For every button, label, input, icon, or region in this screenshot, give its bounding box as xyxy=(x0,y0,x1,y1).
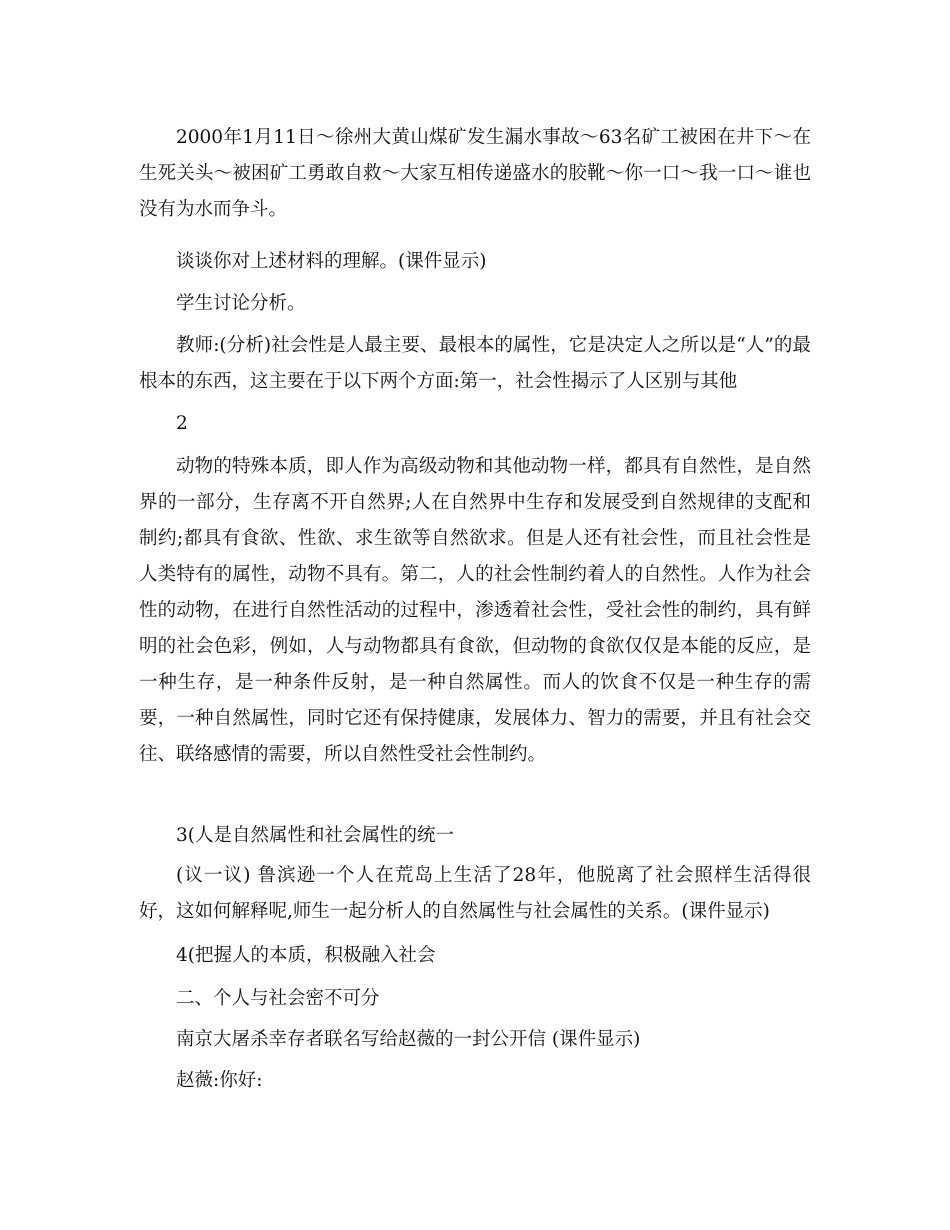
heading-point-3: 3(人是自然属性和社会属性的统一 xyxy=(176,825,454,846)
paragraph-student-analysis: 学生讨论分析。 xyxy=(176,293,306,314)
paragraph-open-letter: 南京大屠杀幸存者联名写给赵薇的一封公开信 (课件显示) xyxy=(176,1029,641,1050)
paragraph-animal-nature: 动物的特殊本质，即人作为高级动物和其他动物一样，都具有自然性，是自然界的一部分，生存离不开自然界;人在自然界中生存和发展受到自然规律的支配和制约;都具有食欲、性欲、求生欲等自然欲求。但是人还有社会性，而且社会性是人类特有的属性，动物不具有。第二，人的社会性制约着人的自然性。人作为社会性的动物，在进行自然性活动的过程中，渗透着社会性，受社会性的制约，具有鲜明的社会色彩，例如，人与动物都具有食欲，但动物的食欲仅仅是本能的反应，是一种生存，是一种条件反射，是一种自然属性。而人的饮食不仅是一种生存的需要，一种自然属性，同时它还有保持健康，发展体力、智力的需要，并且有社会交往、联络感情的需要，所以自然性受社会性制约。 xyxy=(139,456,811,765)
page-number: 2 xyxy=(176,413,188,434)
heading-point-4: 4(把握人的本质，积极融入社会 xyxy=(176,945,436,966)
paragraph-mine-accident: 2000年1月11日～徐州大黄山煤矿发生漏水事故～63名矿工被困在井下～在生死关头～被困矿工勇敢自救～大家互相传递盛水的胶靴～你一口～我一口～谁也没有为水而争斗。 xyxy=(139,127,811,220)
paragraph-salutation: 赵薇:你好: xyxy=(176,1070,263,1091)
paragraph-robinson: (议一议) 鲁滨逊一个人在荒岛上生活了28年，他脱离了社会照样生活得很好，这如何解释呢,师生一起分析人的自然属性与社会属性的关系。(课件显示) xyxy=(139,865,811,922)
heading-section-2: 二、个人与社会密不可分 xyxy=(176,988,380,1009)
paragraph-discussion-prompt: 谈谈你对上述材料的理解。(课件显示) xyxy=(176,251,487,272)
paragraph-teacher-analysis: 教师:(分析)社会性是人最主要、最根本的属性，它是决定人之所以是“人”的最根本的东西，这主要在于以下两个方面:第一，社会性揭示了人区别与其他 xyxy=(139,335,811,392)
